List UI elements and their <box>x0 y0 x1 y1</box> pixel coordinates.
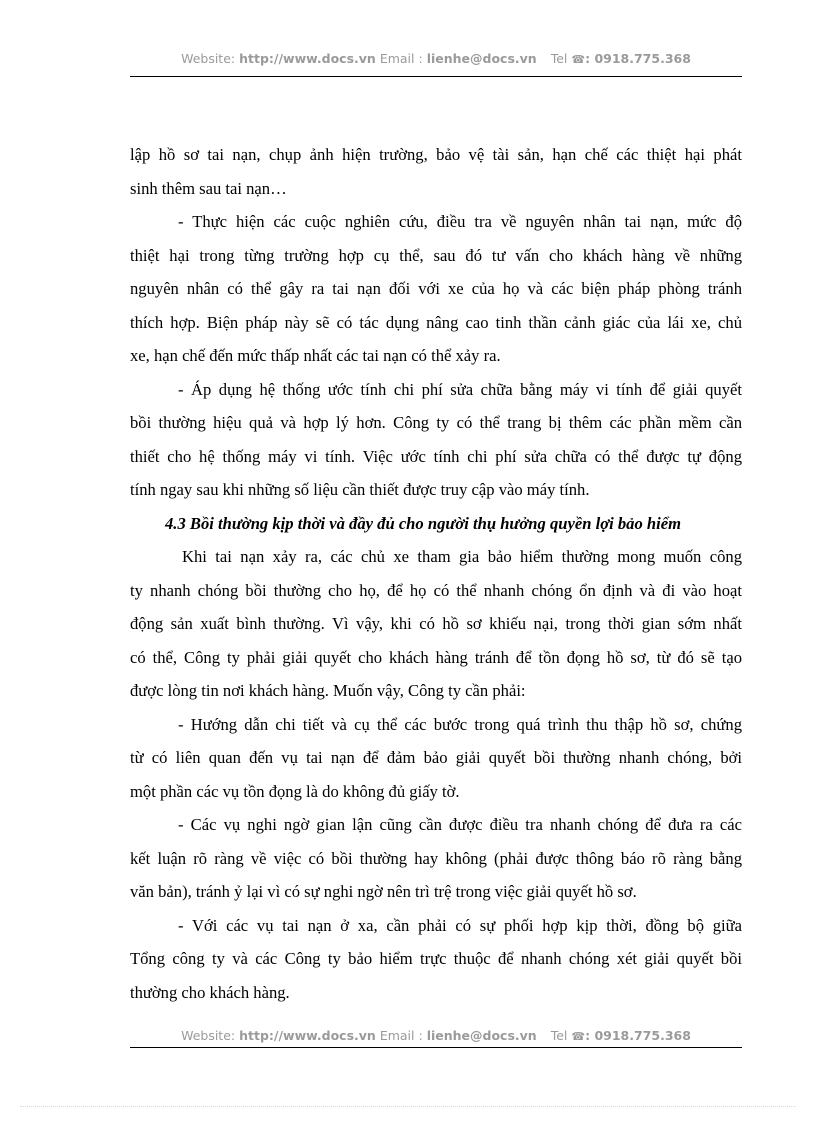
text-line: thiệt hại trong từng trường hợp cụ thể, sau đó tư vấn cho khách hàng về những <box>130 245 742 265</box>
page-header <box>130 51 742 66</box>
header-email-link[interactable]: lienhe@docs.vn <box>426 51 537 66</box>
header-website-link[interactable]: http://www.docs.vn <box>239 51 376 66</box>
paragraph-5 <box>130 708 742 809</box>
text-line: kết luận rõ ràng về việc có bồi thường hay không (phải được thông báo rõ ràng bằng <box>130 848 742 868</box>
text-line: - Các vụ nghi ngờ gian lận cũng cần được điều tra nhanh chóng để đưa ra các <box>178 815 742 834</box>
footer-email-link[interactable]: lienhe@docs.vn <box>426 1028 537 1043</box>
footer-phone-number: : 0918.775.368 <box>585 1028 691 1043</box>
page-bottom-dotted-line <box>20 1106 796 1107</box>
paragraph-7 <box>130 909 742 1010</box>
paragraph-6 <box>130 808 742 909</box>
text-line: có thể, Công ty phải giải quyết cho khách hàng tránh để tồn đọng hồ sơ, từ đó sẽ tạo <box>130 647 742 667</box>
phone-icon: ☎ <box>571 1030 586 1043</box>
text-line: - Thực hiện các cuộc nghiên cứu, điều tra về nguyên nhân tai nạn, mức độ <box>178 212 742 231</box>
header-tel-label: Tel <box>550 51 568 66</box>
text-line: Tổng công ty và các Công ty bảo hiểm trực thuộc để nhanh chóng xét giải quyết bồi <box>130 949 742 968</box>
header-phone-number: : 0918.775.368 <box>585 51 691 66</box>
footer-divider <box>130 1047 742 1048</box>
text-line: ty nhanh chóng bồi thường cho họ, để họ có thể nhanh chóng ổn định và đi vào hoạt <box>130 580 742 600</box>
page-footer <box>130 1028 742 1043</box>
paragraph-2 <box>130 205 742 373</box>
text-line: thường cho khách hàng. <box>130 982 290 1002</box>
text-line: lập hồ sơ tai nạn, chụp ảnh hiện trường, bảo vệ tài sản, hạn chế các thiệt hại phát <box>130 145 742 164</box>
text-line: - Áp dụng hệ thống ước tính chi phí sửa chữa bằng máy vi tính để giải quyết <box>178 379 742 399</box>
text-line: một phần các vụ tồn đọng là do không đủ giấy tờ. <box>130 781 460 801</box>
text-line: được lòng tin nơi khách hàng. Muốn vậy, Công ty cần phải: <box>130 681 526 700</box>
section-heading: 4.3 Bồi thường kịp thời và đầy đủ cho người thụ hưởng quyền lợi bảo hiểm <box>165 513 682 533</box>
text-line: tính ngay sau khi những số liệu cần thiết được truy cập vào máy tính. <box>130 480 590 499</box>
text-line: sinh thêm sau tai nạn… <box>130 178 287 198</box>
text-line: bồi thường hiệu quả và hợp lý hơn. Công ty có thể trang bị thêm các phần mềm cần <box>130 413 742 432</box>
paragraph-1 <box>130 138 742 205</box>
document-body <box>130 138 742 1009</box>
header-email-label: Email : <box>379 51 423 66</box>
text-line: nguyên nhân có thể gây ra tai nạn đối với xe của họ và các biện pháp phòng tránh <box>130 279 742 298</box>
text-line: thiết cho hệ thống máy vi tính. Việc ước tính chi phí sửa chữa có thể được tự động <box>130 446 742 466</box>
header-website-label: Website: <box>181 51 236 66</box>
footer-website-label: Website: <box>181 1028 236 1043</box>
footer-tel-label: Tel <box>550 1028 568 1043</box>
text-line: xe, hạn chế đến mức thấp nhất các tai nạn có thể xảy ra. <box>130 346 501 365</box>
footer-email-label: Email : <box>379 1028 423 1043</box>
text-line: từ có liên quan đến vụ tai nạn để đảm bảo giải quyết bồi thường nhanh chóng, bởi <box>130 748 742 767</box>
phone-icon: ☎ <box>571 53 586 66</box>
footer-website-link[interactable]: http://www.docs.vn <box>239 1028 376 1043</box>
text-line: động sản xuất bình thường. Vì vậy, khi có hồ sơ khiếu nại, trong thời gian sớm nhất <box>130 614 742 633</box>
header-divider <box>130 76 742 77</box>
text-line: Khi tai nạn xảy ra, các chủ xe tham gia bảo hiểm thường mong muốn công <box>182 547 742 566</box>
text-line: thích hợp. Biện pháp này sẽ có tác dụng nâng cao tinh thần cảnh giác của lái xe, chủ <box>130 312 742 332</box>
text-line: - Với các vụ tai nạn ở xa, cần phải có sự phối hợp kịp thời, đồng bộ giữa <box>178 915 742 935</box>
text-line: - Hướng dẫn chi tiết và cụ thể các bước trong quá trình thu thập hồ sơ, chứng <box>178 714 742 734</box>
paragraph-3 <box>130 373 742 507</box>
paragraph-4 <box>130 540 742 708</box>
text-line: văn bản), tránh ỷ lại vì có sự nghi ngờ nên trì trệ trong việc giải quyết hồ sơ. <box>130 882 637 901</box>
